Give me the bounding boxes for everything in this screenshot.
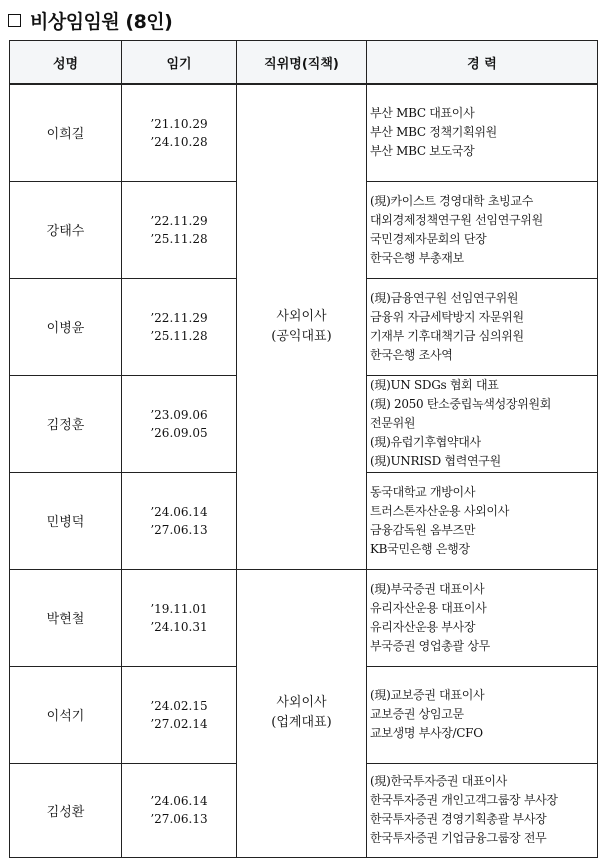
member-name: 김정훈 [10, 375, 122, 472]
career-item: (現)카이스트 경영대학 초빙교수 [370, 193, 533, 208]
member-name: 민병덕 [10, 472, 122, 569]
career-item: 한국은행 부총재보 [370, 250, 464, 265]
position-cell [237, 84, 367, 569]
career-item: (現) 2050 탄소중립녹색성장위원회 [370, 397, 552, 411]
career-item: KB국민은행 은행장 [370, 541, 470, 556]
career-item: 대외경제정책연구원 선임연구위원 [370, 212, 543, 227]
career-item: 한국은행 조사역 [370, 347, 453, 362]
member-career [367, 84, 598, 181]
career-item: 한국투자증권 기업금융그룹장 전무 [370, 831, 547, 845]
member-career [367, 375, 598, 472]
career-item: 부산 MBC 대표이사 [370, 106, 475, 121]
career-item: 금융감독원 옴부즈만 [370, 522, 476, 537]
position-note: (공익대표) [271, 328, 332, 344]
term-start: ’23.09.06 [150, 407, 208, 422]
member-career [367, 472, 598, 569]
term-end: ’25.11.28 [150, 328, 208, 343]
member-career [367, 763, 598, 857]
term-start: ’22.11.29 [150, 310, 208, 325]
career-item: 국민경제자문회의 단장 [370, 231, 487, 246]
position-title: 사외이사 [276, 695, 327, 710]
term-end: ’24.10.31 [150, 619, 208, 634]
section-title [8, 6, 172, 34]
term-start: ’19.11.01 [150, 601, 208, 616]
member-term [122, 375, 237, 472]
career-item: 부국증권 영업총괄 상무 [370, 638, 490, 653]
member-name: 강태수 [10, 181, 122, 278]
term-start: ’21.10.29 [150, 116, 208, 131]
header-career: 경 력 [367, 41, 598, 85]
term-end: ’27.06.13 [150, 522, 208, 537]
career-item: 부산 MBC 보도국장 [370, 144, 475, 159]
career-item: 유리자산운용 대표이사 [370, 600, 487, 615]
career-item: (現)UN SDGs 협회 대표 [370, 378, 499, 392]
checkbox-square-icon [8, 14, 21, 27]
table-row [10, 569, 598, 666]
career-item: 동국대학교 개방이사 [370, 484, 476, 499]
career-item: 금융위 자금세탁방지 자문위원 [370, 309, 524, 324]
career-item: (現)부국증권 대표이사 [370, 581, 485, 596]
term-start: ’24.06.14 [150, 504, 208, 519]
member-term [122, 666, 237, 763]
career-item: (現)금융연구원 선임연구위원 [370, 290, 519, 305]
member-term [122, 472, 237, 569]
header-term: 임기 [122, 41, 237, 85]
board-members-table [9, 40, 598, 858]
member-term [122, 763, 237, 857]
member-name: 이희길 [10, 84, 122, 181]
career-item: 부산 MBC 정책기획위원 [370, 125, 497, 140]
career-item: 교보생명 부사장/CFO [370, 726, 483, 740]
member-name: 이병윤 [10, 278, 122, 375]
member-term [122, 181, 237, 278]
member-career [367, 666, 598, 763]
member-term [122, 278, 237, 375]
career-item: (現)유럽기후협약대사 [370, 435, 481, 449]
term-end: ’25.11.28 [150, 231, 208, 246]
career-item: 기재부 기후대책기금 심의위원 [370, 328, 524, 343]
member-term [122, 84, 237, 181]
member-career [367, 278, 598, 375]
term-start: ’24.02.15 [150, 698, 208, 713]
career-item: (現)교보증권 대표이사 [370, 688, 485, 702]
term-end: ’27.02.14 [150, 716, 208, 731]
table-header-row [10, 41, 598, 85]
career-item: (現)한국투자증권 대표이사 [370, 774, 507, 788]
career-item: 교보증권 상임고문 [370, 707, 464, 721]
member-career [367, 569, 598, 666]
term-end: ’27.06.13 [150, 812, 208, 826]
term-start: ’24.06.14 [150, 794, 208, 808]
career-item: (現)UNRISD 협력연구원 [370, 454, 501, 468]
member-career [367, 181, 598, 278]
header-position: 직위명(직책) [237, 41, 367, 85]
term-end: ’24.10.28 [150, 134, 208, 149]
table-row [10, 84, 598, 181]
position-title: 사외이사 [276, 308, 327, 324]
term-end: ’26.09.05 [150, 425, 208, 440]
section-title-text: 비상임임원 (8인) [30, 10, 173, 33]
career-item: 한국투자증권 개인고객그룹장 부사장 [370, 793, 558, 807]
career-item: 한국투자증권 경영기획총괄 부사장 [370, 812, 547, 826]
position-cell [237, 569, 367, 857]
member-name: 이석기 [10, 666, 122, 763]
career-item: 전문위원 [370, 416, 416, 430]
career-item: 트러스톤자산운용 사외이사 [370, 503, 510, 518]
term-start: ’22.11.29 [150, 213, 208, 228]
member-name: 김성환 [10, 763, 122, 857]
header-name: 성명 [10, 41, 122, 85]
member-name: 박현철 [10, 569, 122, 666]
member-term [122, 569, 237, 666]
career-item: 유리자산운용 부사장 [370, 619, 476, 634]
position-note: (업계대표) [271, 715, 332, 730]
